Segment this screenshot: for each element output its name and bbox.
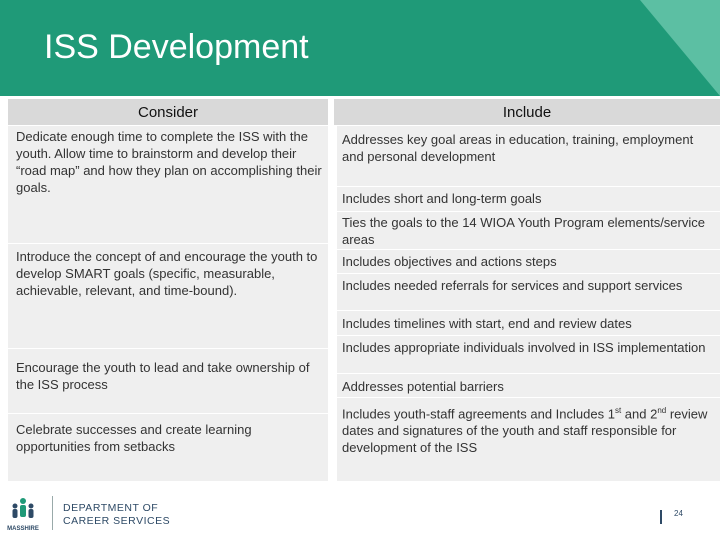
svg-text:MASSHIRE: MASSHIRE: [7, 526, 39, 532]
consider-cell: Introduce the concept of and encourage the youth to develop SMART goals (specific, measurable, achievable, relevant, and time-bound).: [8, 244, 328, 348]
include-cell: Includes needed referrals for services and support services: [337, 274, 720, 310]
slide-footer: [0, 490, 720, 540]
department-name: [63, 502, 170, 528]
consider-cell: Celebrate successes and create learning opportunities from setbacks: [8, 414, 328, 481]
footer-divider: [52, 496, 53, 530]
include-cell: Includes objectives and actions steps: [337, 250, 720, 273]
include-cell: Addresses key goal areas in education, training, employment and personal development: [337, 126, 720, 186]
consider-cell: Encourage the youth to lead and take ownership of the ISS process: [8, 349, 328, 413]
dept-line-2: CAREER SERVICES: [63, 515, 171, 527]
include-cell: Ties the goals to the 14 WIOA Youth Program elements/service areas: [337, 212, 720, 249]
iss-table: [8, 97, 720, 481]
consider-cell: Dedicate enough time to complete the ISS with the youth. Allow time to brainstorm and develop their “road map” and how they plan on accomplishing their goals.: [8, 126, 328, 243]
consider-header: Consider: [8, 99, 328, 125]
include-cell: Includes youth-staff agreements and Includes 1st and 2nd review dates and signatures of the youth and staff responsible for development of the ISS: [337, 398, 720, 481]
include-cell: Includes timelines with start, end and review dates: [337, 311, 720, 335]
include-header: Include: [334, 99, 720, 125]
slide-header: [0, 0, 720, 96]
include-cell: Addresses potential barriers: [337, 374, 720, 397]
masshire-people-icon: [6, 497, 40, 533]
header-corner-accent: [640, 0, 720, 96]
page-number-bar: [660, 510, 662, 524]
include-cell: Includes short and long-term goals: [337, 187, 720, 211]
include-cell: Includes appropriate individuals involved in ISS implementation: [337, 336, 720, 373]
slide-title: ISS Development: [44, 28, 309, 66]
dept-line-1: DEPARTMENT OF: [63, 502, 159, 514]
page-number: 24: [674, 509, 683, 518]
